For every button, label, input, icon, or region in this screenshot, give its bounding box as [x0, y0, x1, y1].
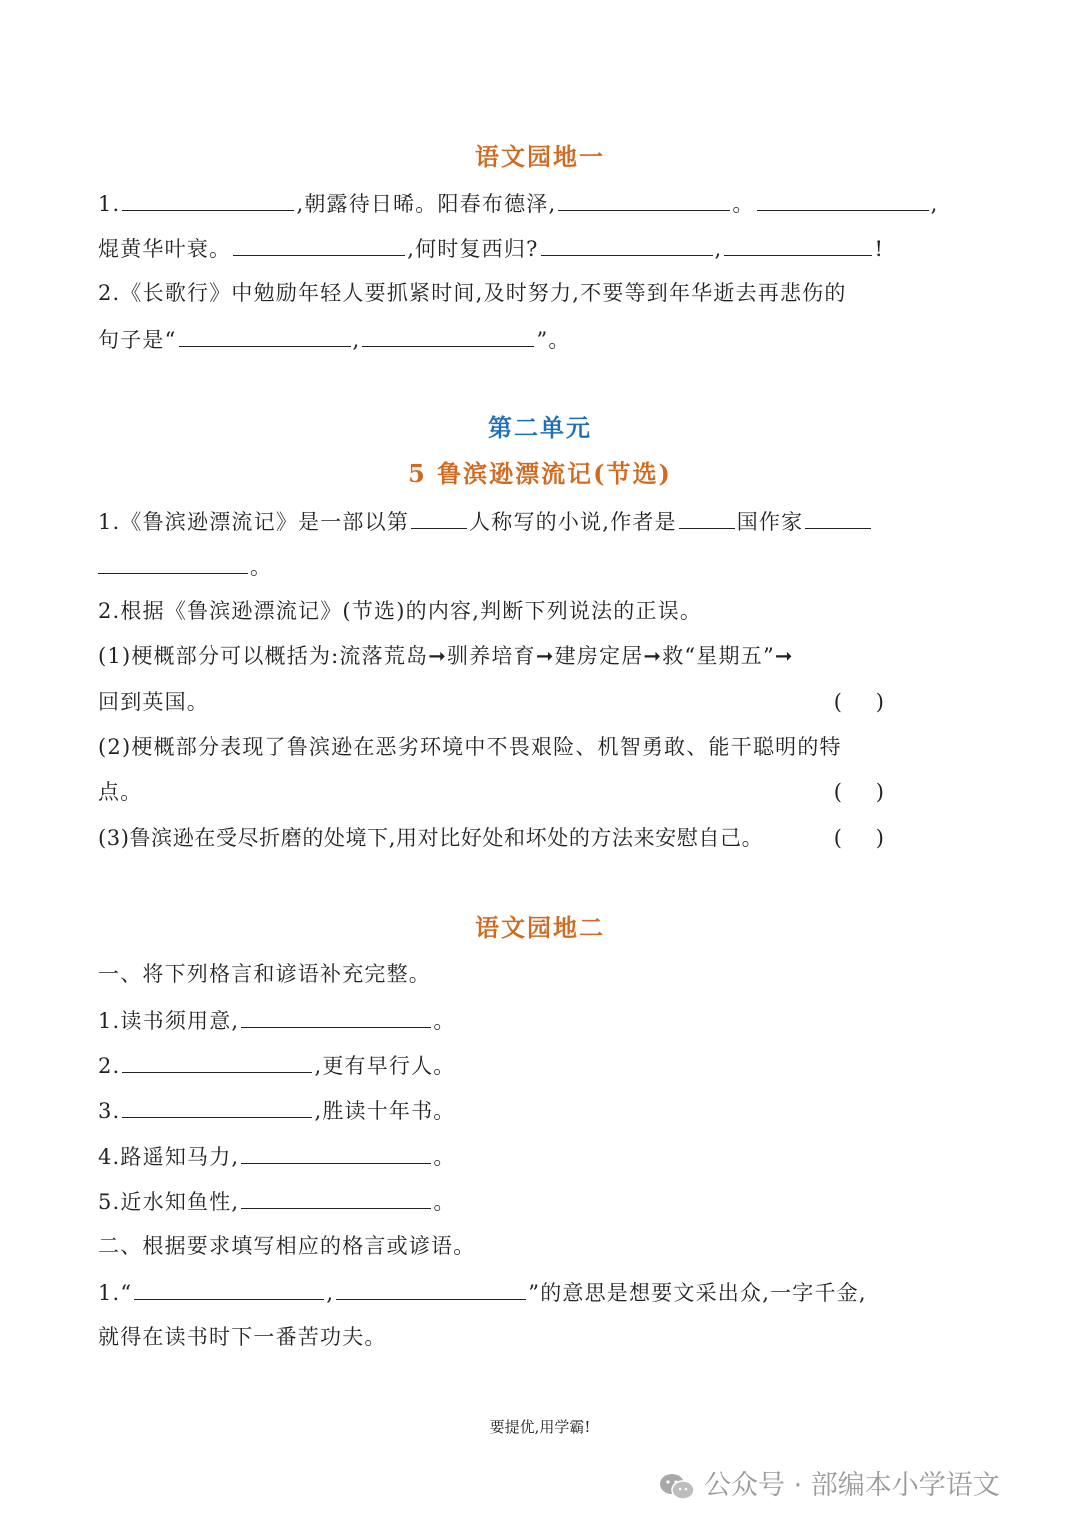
answer-blank[interactable]	[134, 1275, 324, 1300]
s2-q2-s1-line2: 回到英国。 ( )	[98, 685, 982, 719]
answer-blank[interactable]	[98, 549, 248, 574]
s3-item-5: 5.近水知鱼性, 。	[98, 1184, 982, 1219]
s3-item-1: 1.读书须用意, 。	[98, 1003, 982, 1038]
section-title-garden-one: 语文园地一	[475, 142, 605, 171]
answer-blank[interactable]	[558, 186, 730, 211]
s3-item-4: 4.路遥知马力, 。	[98, 1139, 982, 1174]
answer-blank[interactable]	[805, 504, 871, 529]
watermark: 公众号 · 部编本小学语文	[658, 1466, 1058, 1506]
answer-blank[interactable]	[757, 186, 929, 211]
s1-q2-line2: 句子是“ , ”。	[98, 322, 982, 357]
s3-q1-line1: 1.“ , ”的意思是想要文采出众,一字千金,	[98, 1275, 982, 1310]
answer-blank[interactable]	[679, 504, 735, 529]
answer-blank[interactable]	[241, 1184, 431, 1209]
s2-q2-s2-line1: (2)梗概部分表现了鲁滨逊在恶劣环境中不畏艰险、机智勇敢、能干聪明的特	[98, 735, 842, 759]
section-title-garden-two: 语文园地二	[475, 913, 605, 942]
s1-q2-line1: 2.《长歌行》中勉励年轻人要抓紧时间,及时努力,不要等到年华逝去再悲伤的	[98, 281, 847, 305]
answer-parentheses[interactable]: ( )	[833, 690, 884, 714]
answer-blank[interactable]	[411, 504, 467, 529]
answer-blank[interactable]	[724, 231, 872, 256]
wechat-icon	[658, 1472, 696, 1502]
answer-blank[interactable]	[541, 231, 713, 256]
answer-blank[interactable]	[362, 322, 534, 347]
s2-q1-line2: 。	[98, 549, 982, 584]
s2-q1-line1: 1.《鲁滨逊漂流记》是一部以第 人称写的小说,作者是 国作家	[98, 504, 982, 539]
answer-blank[interactable]	[122, 1048, 312, 1073]
lesson-title: 5 鲁滨逊漂流记(节选)	[408, 459, 672, 488]
s1-q1-line2: 焜黄华叶衰。 ,何时复西归? , !	[98, 231, 982, 266]
s2-q2-intro: 2.根据《鲁滨逊漂流记》(节选)的内容,判断下列说法的正误。	[98, 599, 703, 623]
s2-q2-s2-line2: 点。 ( )	[98, 775, 982, 809]
answer-blank[interactable]	[179, 322, 351, 347]
s3-part1: 一、将下列格言和谚语补充完整。	[98, 962, 431, 986]
s3-item-3: 3. ,胜读十年书。	[98, 1093, 982, 1128]
footer-slogan: 要提优,用学霸!	[489, 1418, 591, 1436]
s3-q1-line2: 就得在读书时下一番苦功夫。	[98, 1325, 387, 1349]
s2-q2-s1-line1: (1)梗概部分可以概括为:流落荒岛➞驯养培育➞建房定居➞救“星期五”➞	[98, 644, 794, 668]
s1-q1-line1: 1. ,朝露待日晞。阳春布德泽, 。 ,	[98, 186, 982, 221]
answer-parentheses[interactable]: ( )	[833, 826, 884, 850]
answer-blank[interactable]	[336, 1275, 526, 1300]
s2-q2-s3: (3)鲁滨逊在受尽折磨的处境下,用对比好处和坏处的方法来安慰自己。 ( )	[98, 821, 982, 855]
s3-item-2: 2. ,更有早行人。	[98, 1048, 982, 1083]
answer-blank[interactable]	[122, 186, 294, 211]
answer-blank[interactable]	[241, 1003, 431, 1028]
answer-parentheses[interactable]: ( )	[833, 780, 884, 804]
unit-title: 第二单元	[488, 413, 592, 442]
answer-blank[interactable]	[233, 231, 405, 256]
answer-blank[interactable]	[241, 1139, 431, 1164]
s3-part2: 二、根据要求填写相应的格言或谚语。	[98, 1234, 476, 1258]
answer-blank[interactable]	[122, 1093, 312, 1118]
